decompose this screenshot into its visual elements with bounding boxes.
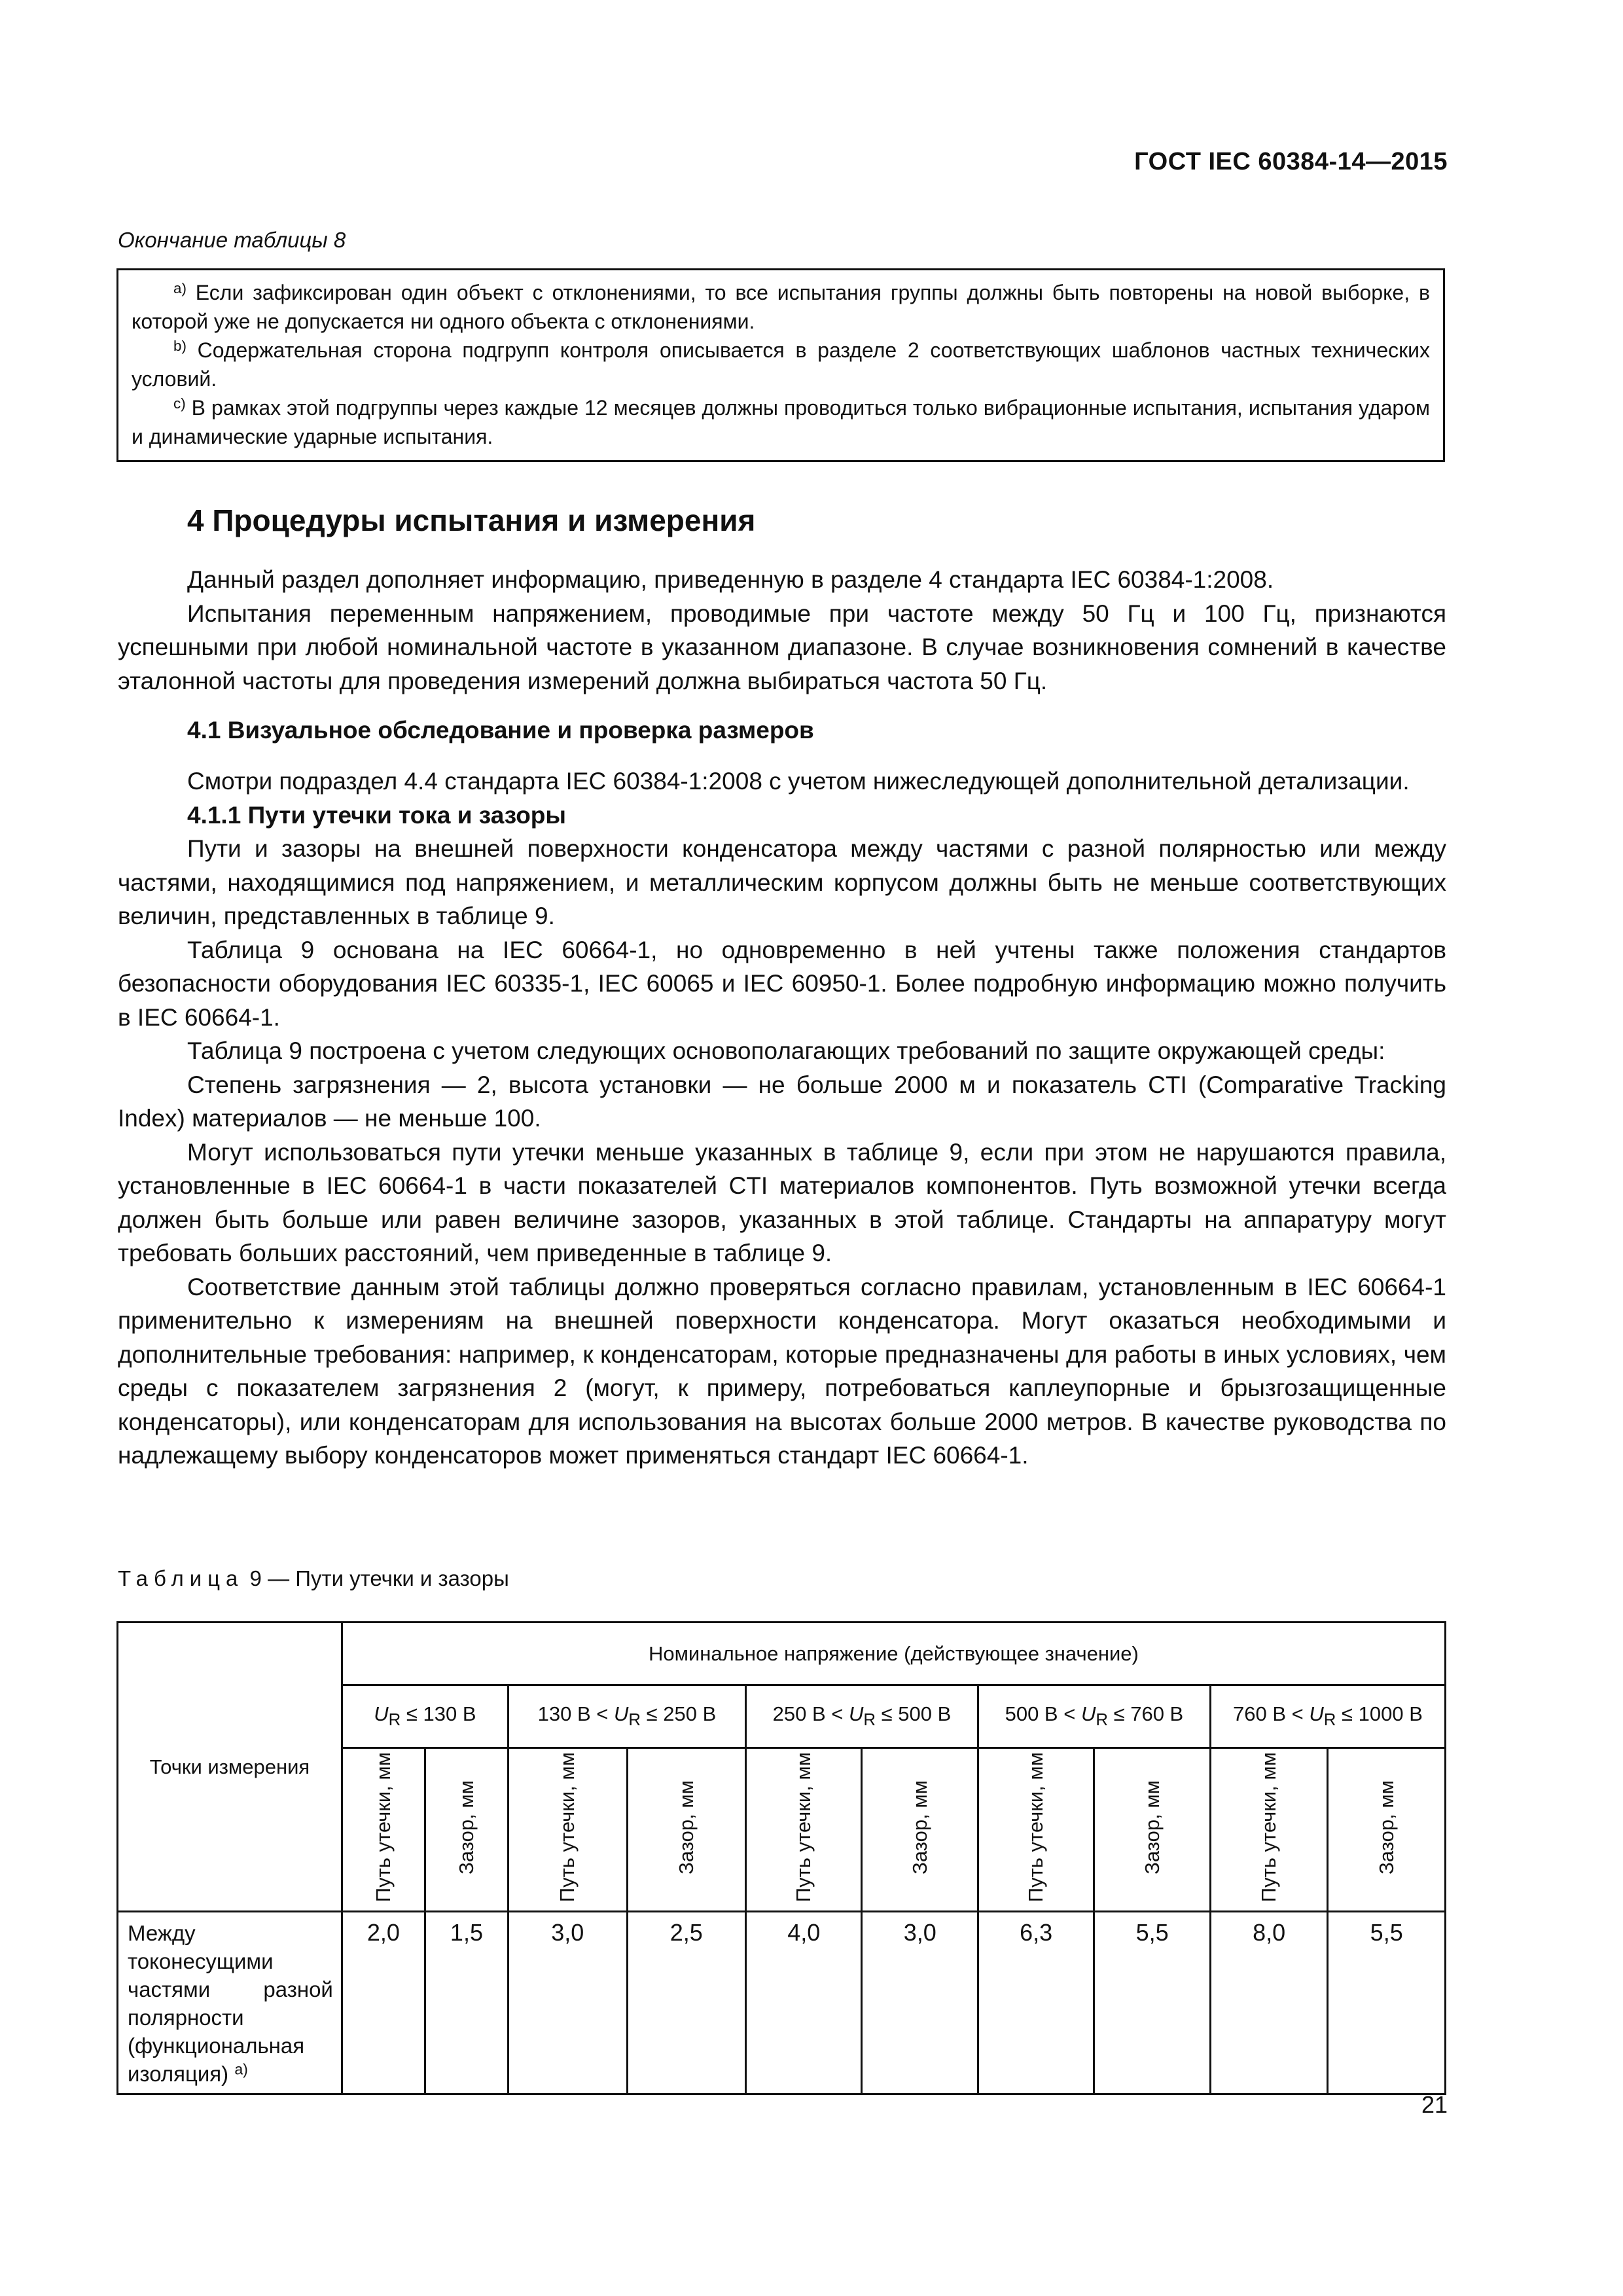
value-cell: 2,5 [627, 1912, 746, 2094]
footnote-text: Если зафиксирован один объект с отклонениями, то все испытания группы должны быть повторены на новой выборке, в которой уже не допускается ни одного объекта с отклонениями. [132, 281, 1430, 333]
value-cell: 3,0 [508, 1912, 627, 2094]
voltage-range-header: 500 $В < U_R \le 760$ В [978, 1685, 1210, 1748]
paragraph: Пути и зазоры на внешней поверхности конденсатора между частями с разной полярностью или между частями, находящимися под напряжением, и металлическим корпусом должны быть не меньше соответствующих величин, представленных в таблице 9. [118, 835, 1446, 929]
footnote-text: В рамках этой подгруппы через каждые 12 месяцев должны проводиться только вибрационные испытания, испытания ударом и динамические ударные испытания. [132, 396, 1430, 448]
col-header-clearance: Зазор, мм [425, 1748, 508, 1912]
footnote-text: Содержательная сторона подгрупп контроля описывается в разделе 2 соответствующих шаблонов частных технических условий. [132, 338, 1430, 391]
paragraph: Степень загрязнения — 2, высота установки — не больше 2000 м и показатель CTI (Comparative Tracking Index) материалов — не меньше 100. [118, 1071, 1446, 1132]
subsection-4-1-heading: 4.1 Визуальное обследование и проверка размеров [187, 717, 814, 744]
table-label: Таблица [118, 1566, 244, 1590]
value-cell: 4,0 [746, 1912, 862, 2094]
table8-footnote-b [132, 336, 1430, 393]
value-cell: 3,0 [862, 1912, 978, 2094]
value-cell: 2,0 [342, 1912, 425, 2094]
value-cell: 8,0 [1210, 1912, 1328, 2094]
paragraph: Данный раздел дополняет информацию, приведенную в разделе 4 стандарта IEC 60384-1:2008. [187, 566, 1274, 593]
footnote-mark: a) [234, 2060, 248, 2078]
value-cell: 6,3 [978, 1912, 1094, 2094]
measurement-point-cell: Между токонесущими частями разной полярности (функциональная изоляция) $^{a)}$ [118, 1912, 342, 2094]
footnote-mark: a) [173, 279, 187, 296]
table8-footnote-c [132, 393, 1430, 451]
voltage-range-header: 760 $В < U_R \le 1000$ В [1210, 1685, 1445, 1748]
table-row [118, 1912, 1446, 2094]
section-4-heading: 4 Процедуры испытания и измерения [187, 503, 756, 537]
subsection-4-1 [118, 713, 1446, 747]
col-header-clearance: Зазор, мм [1328, 1748, 1446, 1912]
paragraph: Соответствие данным этой таблицы должно проверяться согласно правилам, установленным в IEC 60664-1 применительно к измерениям на внешней поверхности конденсатора. Могут оказаться необходимыми и дополнительные требования: например, к конденсаторам, которые предназначены для работы в иных условиях, чем среды с показателем загрязнения 2 (могут, к примеру, потребоваться каплеупорные и брызгозащищенные конденсаторы), или конденсаторам для использования на высотах больше 2000 метров. В качестве руководства по надлежащему выбору конденсаторов может применяться стандарт IEC 60664-1. [118, 1273, 1446, 1469]
voltage-range-header: $U_R \le 130$ В [342, 1685, 508, 1748]
paragraph: Испытания переменным напряжением, проводимые при частоте между 50 Гц и 100 Гц, признаются успешными при любой номинальной частоте в указанном диапазоне. В случае возникновения сомнений в качестве эталонной частоты для проведения измерений должна выбираться частота 50 Гц. [118, 600, 1446, 694]
value-cell: 5,5 [1328, 1912, 1446, 2094]
table9-caption [118, 1566, 509, 1591]
table9-creepage-clearance [116, 1621, 1446, 2095]
subsection-4-1-body [118, 764, 1446, 1473]
document-code-header: ГОСТ IEC 60384-14—2015 [1134, 148, 1448, 175]
col-header-clearance: Зазор, мм [1094, 1748, 1210, 1912]
voltage-range-header: 130 $В < U_R \le 250$ В [508, 1685, 745, 1748]
col-header-clearance: Зазор, мм [627, 1748, 746, 1912]
table8-footnotes-box [116, 268, 1445, 462]
col-header-creepage: Путь утечки, мм [746, 1748, 862, 1912]
value-cell: 5,5 [1094, 1912, 1210, 2094]
page-number: 21 [1421, 2091, 1448, 2118]
col-header-creepage: Путь утечки, мм [508, 1748, 627, 1912]
paragraph: Смотри подраздел 4.4 стандарта IEC 60384-1:2008 с учетом нижеследующей дополнительной детализации. [187, 768, 1410, 795]
voltage-range-header: 250 $В < U_R \le 500$ В [746, 1685, 978, 1748]
col-header-creepage: Путь утечки, мм [1210, 1748, 1328, 1912]
table8-footnote-a [132, 278, 1430, 336]
value-cell: 1,5 [425, 1912, 508, 2094]
footnote-mark: b) [173, 337, 187, 354]
group-header-rated-voltage: Номинальное напряжение (действующее значение) [342, 1623, 1445, 1685]
table8-continuation-caption: Окончание таблицы 8 [118, 228, 346, 252]
table-title: 9 — Пути утечки и зазоры [243, 1566, 509, 1590]
paragraph: Таблица 9 построена с учетом следующих основополагающих требований по защите окружающей среды: [187, 1037, 1385, 1064]
section-4-intro [118, 563, 1446, 698]
col-header-creepage: Путь утечки, мм [978, 1748, 1094, 1912]
paragraph: Могут использоваться пути утечки меньше указанных в таблице 9, если при этом не нарушаются правила, установленные в IEC 60664-1 в части показателей CTI материалов компонентов. Путь возможной утечки всегда должен быть больше или равен величине зазоров, указанных в этой таблице. Стандарты на аппаратуру могут требовать больших расстояний, чем приведенные в таблице 9. [118, 1138, 1446, 1266]
paragraph: Таблица 9 основана на IEC 60664-1, но одновременно в ней учтены также положения стандартов безопасности оборудования IEC 60335-1, IEC 60065 и IEC 60950-1. Более подробную информацию можно получить в IEC 60664-1. [118, 936, 1446, 1031]
col-header-clearance: Зазор, мм [862, 1748, 978, 1912]
footnote-mark: c) [173, 395, 186, 412]
row-header-measurement-points: Точки измерения [118, 1623, 342, 1912]
subsection-4-1-1-heading: 4.1.1 Пути утечки тока и зазоры [187, 801, 567, 829]
col-header-creepage: Путь утечки, мм [342, 1748, 425, 1912]
